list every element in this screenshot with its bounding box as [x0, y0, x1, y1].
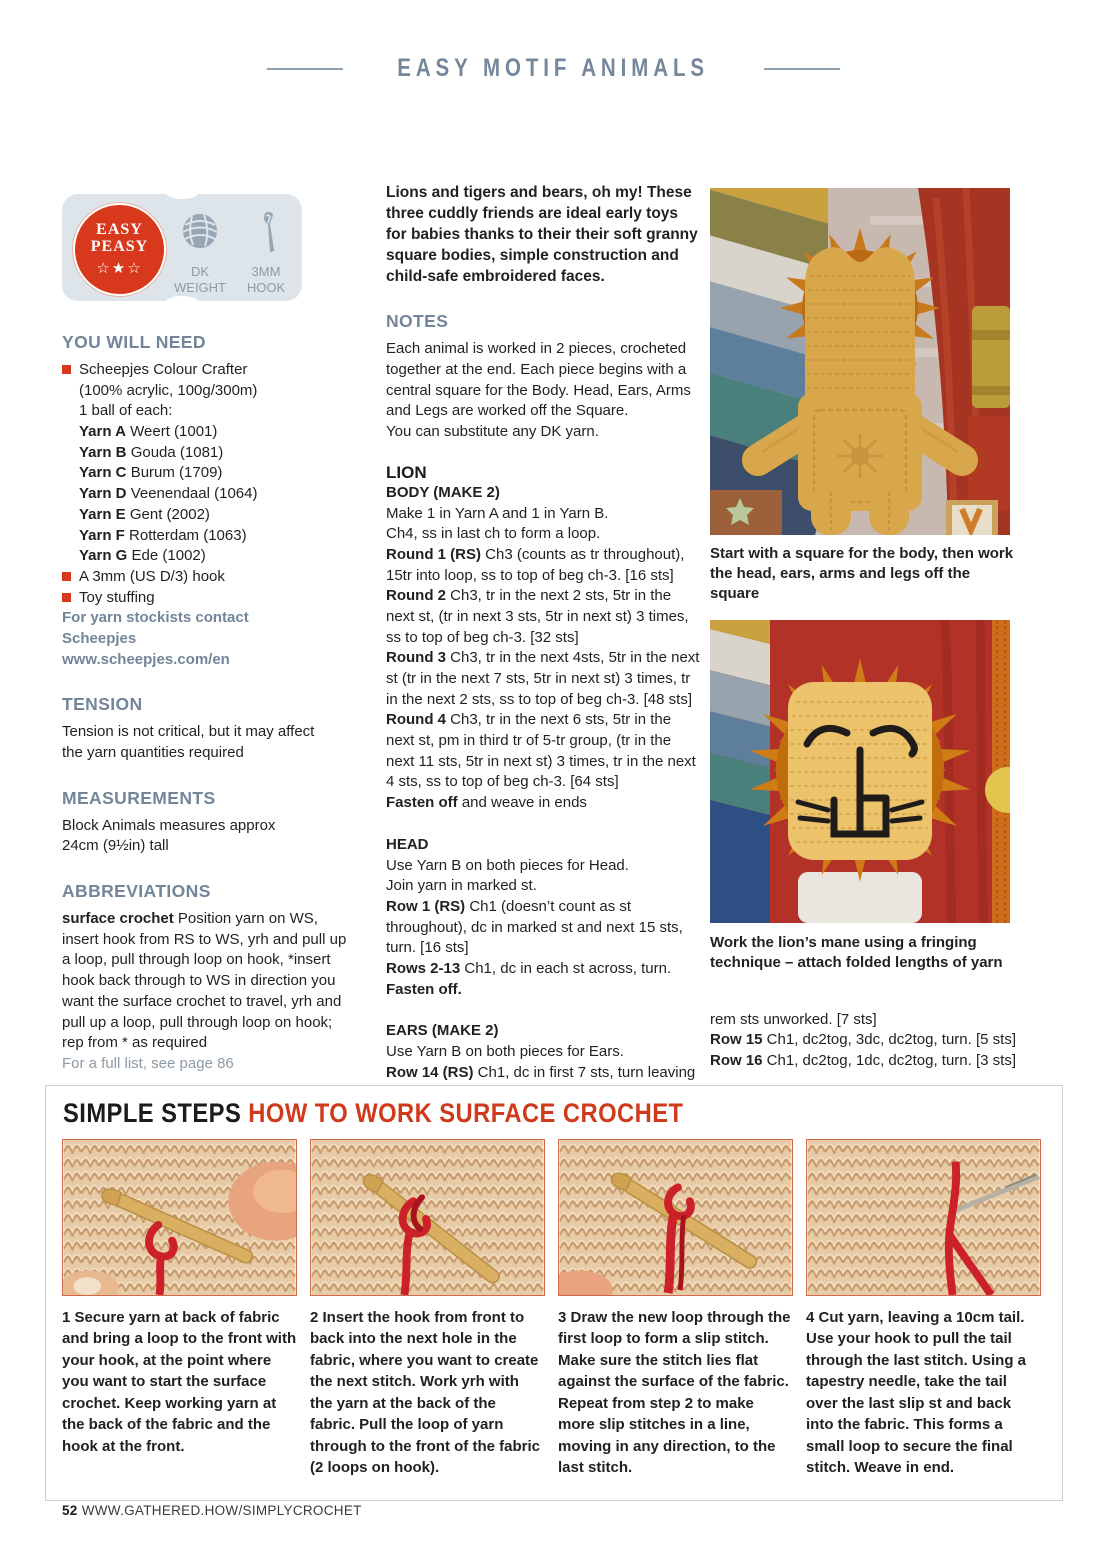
- header-rule-left: [267, 68, 343, 70]
- materials-item: Toy stuffing: [62, 588, 350, 609]
- difficulty-badge: [62, 194, 302, 301]
- ears-section: [386, 1021, 700, 1083]
- photo1-caption: Start with a square for the body, then work the head, ears, arms and legs off the square: [710, 545, 1014, 602]
- stockists-line: Scheepjes: [62, 629, 137, 647]
- header-rule-right: [764, 68, 840, 70]
- you-will-need-section: [62, 332, 350, 670]
- pattern-line: Round 3 Ch3, tr in the next 4sts, 5tr in the next st (tr in the next 7 sts, 5tr in next st) 3 times, tr in the next 2 sts, ss to top of beg ch-3. [48 sts]: [386, 649, 700, 708]
- pattern-continued: [710, 1010, 1042, 1072]
- yarn-line: Yarn A Weert (1001): [79, 423, 218, 441]
- bullet-icon: [62, 572, 71, 581]
- materials-item: Scheepjes Colour Crafter: [62, 360, 350, 381]
- abbreviations-text: surface crochet Position yarn on WS, insert hook from RS to WS, yrh and pull up a loop, pull through loop on hook, *insert hook back through to WS in direction you want the surface crochet to travel, yrh and pull up a loop, pull through loop on hook; rep from * as required: [62, 910, 347, 1052]
- simple-steps-panel: [45, 1085, 1063, 1501]
- abbreviations-heading: ABBREVIATIONS: [62, 881, 211, 902]
- crochet-hook-icon: [245, 210, 287, 252]
- hook-size-label: 3MM HOOK: [246, 264, 286, 296]
- yarn-line: Yarn F Rotterdam (1063): [79, 526, 247, 544]
- lion-face-photo: [710, 620, 1010, 923]
- yarn-line: Yarn D Veenendaal (1064): [79, 485, 258, 503]
- stockists-url: www.scheepjes.com/en: [62, 650, 230, 668]
- yarn-line: Yarn G Ede (1002): [79, 547, 206, 565]
- pattern-line: Round 2 Ch3, tr in the next 2 sts, 5tr in the next st, (tr in next 3 sts, 5tr in next st) 3 times, ss to top of beg ch-3. [32 sts]: [386, 587, 689, 646]
- pattern-line: Row 14 (RS) Ch1, dc in first 7 sts, turn leaving: [386, 1063, 696, 1081]
- page-title: EASY MOTIF ANIMALS: [397, 54, 710, 82]
- simple-steps-subject: HOW TO WORK SURFACE CROCHET: [248, 1098, 684, 1128]
- measurements-text: Block Animals measures approx 24cm (9½in) tall: [62, 816, 276, 855]
- yarn-line: Yarn C Burum (1709): [79, 464, 223, 482]
- pattern-line: Join yarn in marked st.: [386, 877, 537, 895]
- step-4-text: 4 Cut yarn, leaving a 10cm tail. Use your hook to pull the tail through the last stitch. Using a tapestry needle, take the tail over the last slip st and back into the fabric. This forms a small loop to secure the final stitch. Weave in end.: [806, 1309, 1027, 1477]
- yarn-weight-item: [168, 210, 232, 297]
- materials-column: [62, 332, 350, 1075]
- notes-section: [386, 311, 700, 442]
- step-4-photo: [806, 1139, 1041, 1296]
- stockists-line: For yarn stockists contact: [62, 609, 249, 627]
- tension-heading: TENSION: [62, 694, 143, 715]
- pattern-column: [386, 182, 700, 1083]
- difficulty-label: EASY: [96, 221, 143, 239]
- step-2-text: 2 Insert the hook from front to back into the next hole in the fabric, where you want to create the next stitch. Work yrh with the yarn at the back of the fabric. Pull the loop of yarn through to the front of the fabric (2 loops on hook).: [310, 1309, 540, 1477]
- simple-steps-label: SIMPLE STEPS: [63, 1098, 242, 1128]
- materials-item: A 3mm (US D/3) hook: [62, 567, 350, 588]
- notes-text: You can substitute any DK yarn.: [386, 423, 599, 441]
- step-1-text: 1 Secure yarn at back of fabric and bring a loop to the front with your hook, at the point where you want to start the surface crochet. Keep working yarn at the back of the fabric and the hook at the front.: [62, 1309, 297, 1455]
- yarn-weight-label: DK WEIGHT: [174, 264, 226, 296]
- step-3: [558, 1139, 793, 1479]
- pattern-line: rem sts unworked. [7 sts]: [710, 1010, 877, 1028]
- pattern-line: Make 1 in Yarn A and 1 in Yarn B.: [386, 504, 609, 522]
- step-3-photo: [558, 1139, 793, 1296]
- notes-heading: NOTES: [386, 311, 449, 332]
- pattern-line: Use Yarn B on both pieces for Head.: [386, 856, 629, 874]
- pattern-line: Ch4, ss in last ch to form a loop.: [386, 525, 601, 543]
- lion-heading: LION: [386, 462, 427, 482]
- pattern-line: Round 1 (RS) Ch3 (counts as tr throughout), 15tr into loop, ss to top of beg ch-3. [16 sts]: [386, 545, 685, 584]
- step-1: [62, 1139, 297, 1479]
- page-header: [0, 54, 1107, 83]
- head-subheading: HEAD: [386, 835, 429, 853]
- pattern-line: Fasten off and weave in ends: [386, 794, 587, 812]
- body-subheading: BODY (MAKE 2): [386, 483, 500, 501]
- step-2: [310, 1139, 545, 1479]
- abbreviations-section: [62, 881, 350, 1075]
- intro-paragraph: Lions and tigers and bears, oh my! These three cuddly friends are ideal early toys for babies thanks to their their soft granny square bodies, simple construction and child-safe embroidered faces.: [386, 184, 698, 286]
- tension-section: [62, 694, 350, 763]
- ears-subheading: EARS (MAKE 2): [386, 1022, 499, 1040]
- simple-steps-title: [63, 1098, 683, 1129]
- materials-item-cont: (100% acrylic, 100g/300m): [79, 381, 258, 399]
- head-section: [386, 835, 700, 1001]
- lion-pattern-section: [386, 463, 700, 814]
- step-2-photo: [310, 1139, 545, 1296]
- bullet-icon: [62, 593, 71, 602]
- you-will-need-heading: YOU WILL NEED: [62, 332, 206, 352]
- bullet-icon: [62, 365, 71, 374]
- notes-text: Each animal is worked in 2 pieces, crocheted together at the end. Each piece begins with a central square for the Body. Head, Ears, Arms and Legs are worked off the Square.: [386, 340, 691, 420]
- step-3-text: 3 Draw the new loop through the first loop to form a slip stitch. Make sure the stitch lies flat against the surface of the fabric. Repeat from step 2 to make more slip stitches in a line, moving in any direction, to the last stitch.: [558, 1309, 791, 1477]
- pattern-line: Row 1 (RS) Ch1 (doesn’t count as st throughout), dc in marked st and next 15 sts, turn. [16 sts]: [386, 897, 683, 957]
- step-4: [806, 1139, 1041, 1479]
- hook-size-item: [234, 210, 298, 297]
- tension-text: Tension is not critical, but it may affect the yarn quantities required: [62, 723, 315, 761]
- difficulty-label: PEASY: [90, 238, 149, 255]
- lion-back-photo: [710, 188, 1010, 535]
- photo2-caption: Work the lion’s mane using a fringing technique – attach folded lengths of yarn: [710, 933, 1003, 971]
- yarn-line: Yarn E Gent (2002): [79, 505, 210, 523]
- step-1-photo: [62, 1139, 297, 1296]
- abbreviations-full-list-note: For a full list, see page 86: [62, 1054, 234, 1072]
- yarn-ball-icon: [179, 210, 221, 252]
- measurements-heading: MEASUREMENTS: [62, 787, 216, 808]
- steps-row: [62, 1139, 1041, 1479]
- materials-item-cont: 1 ball of each:: [79, 402, 173, 420]
- pattern-line: Row 16 Ch1, dc2tog, 1dc, dc2tog, turn. [3 sts]: [710, 1052, 1016, 1070]
- pattern-line: Rows 2-13 Ch1, dc in each st across, turn.: [386, 959, 672, 977]
- yarn-line: Yarn B Gouda (1081): [79, 443, 224, 461]
- measurements-section: [62, 788, 350, 857]
- page-footer: [62, 1503, 362, 1518]
- pattern-line: Round 4 Ch3, tr in the next 6 sts, 5tr in the next st, pm in third tr of 5-tr group, (tr in the next 11 sts, 5tr in next st) 3 times, tr in the next 4 sts, ss to top of beg ch-3. [64 sts]: [386, 711, 696, 791]
- pattern-line: Use Yarn B on both pieces for Ears.: [386, 1043, 624, 1061]
- photo-column: [710, 188, 1042, 1072]
- pattern-line: Fasten off.: [386, 980, 462, 998]
- footer-url: WWW.GATHERED.HOW/SIMPLYCROCHET: [81, 1503, 362, 1518]
- easy-peasy-stamp: [73, 203, 166, 296]
- pattern-line: Row 15 Ch1, dc2tog, 3dc, dc2tog, turn. [5 sts]: [710, 1031, 1016, 1049]
- footer-page-number: 52: [62, 1503, 78, 1518]
- star-rating-icon: ☆★☆: [96, 259, 143, 277]
